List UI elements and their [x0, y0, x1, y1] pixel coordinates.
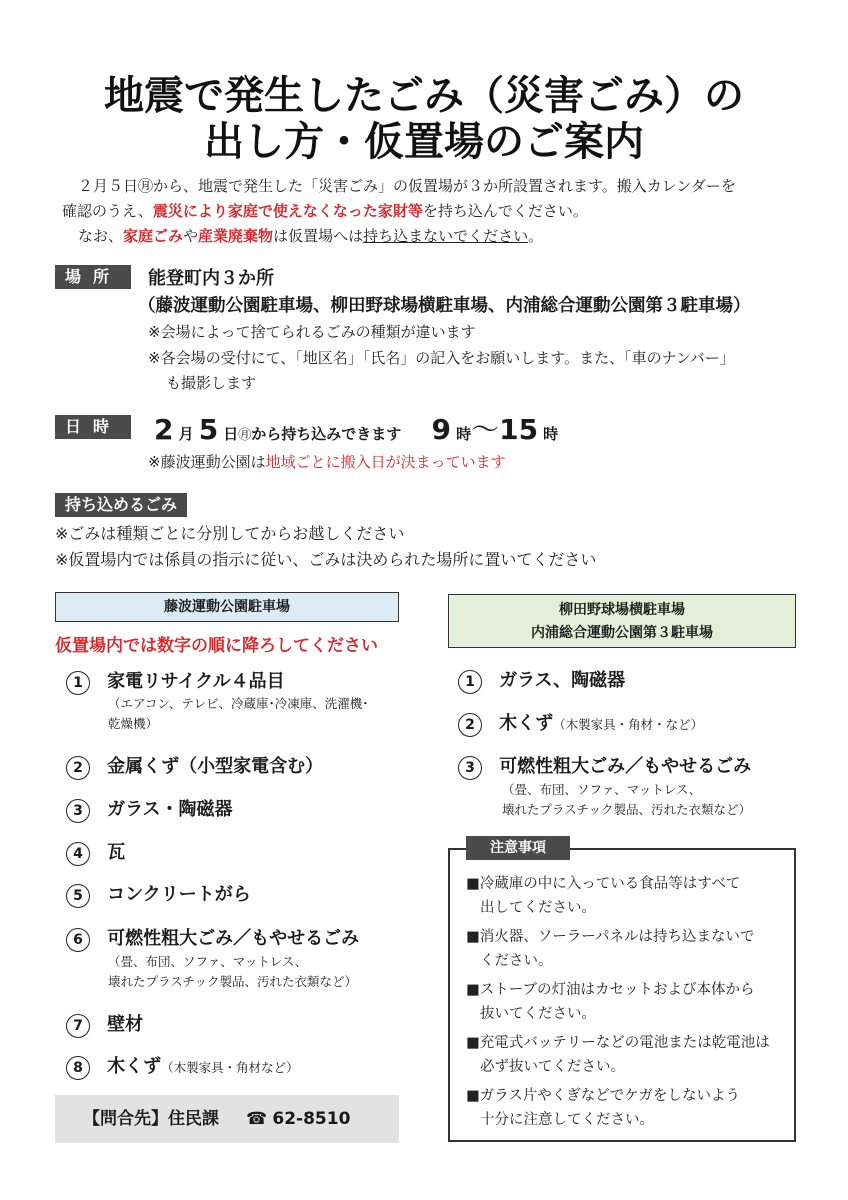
intro-highlight: 震災により家庭で使えなくなった家財等 — [152, 202, 423, 220]
number-circle: 2 — [458, 713, 482, 737]
schedule-hour-unit: 時 — [543, 425, 559, 443]
schedule-end-hour: 15 — [499, 413, 539, 446]
intro-line3 — [78, 225, 543, 247]
accepted-note1: ※ごみは種類ごとに分別してからお越しください — [55, 524, 405, 543]
item-sub: 壊れたプラスチック製品、汚れた衣類など） — [502, 802, 752, 817]
intro-highlight: 産業廃棄物 — [198, 227, 274, 245]
item-inline-note: （木製家具・角材など） — [161, 1060, 299, 1075]
number-circle: 5 — [66, 884, 90, 908]
item-label: 家電リサイクル４品目 — [107, 671, 285, 692]
right-site-name-line2: 内浦総合運動公園第３駐車場 — [531, 625, 713, 641]
item-label: ガラス、陶磁器 — [499, 670, 626, 691]
left-item-3 — [66, 795, 233, 823]
schedule-label: 日時 — [55, 415, 131, 439]
item-label: ガラス・陶磁器 — [107, 799, 233, 820]
right-site-name — [448, 594, 796, 648]
left-item-5 — [66, 880, 251, 908]
intro-line1: ２月５日㊊から、地震で発生した「災害ごみ」の仮置場が３か所設置されます。搬入カレンダーを — [78, 177, 736, 195]
schedule-date — [154, 408, 558, 448]
caution-item-line1: ■充電式バッテリーなどの電池または乾電池は — [466, 1035, 770, 1051]
intro-underlined: 持ち込まないでください — [363, 227, 529, 245]
accepted-note2: ※仮置場内では係員の指示に従い、ごみは決められた場所に置いてください — [55, 550, 597, 569]
place-heading: 能登町内３か所 — [148, 268, 274, 289]
item-label: コンクリートがら — [107, 884, 251, 905]
intro-text: なお、 — [78, 227, 124, 245]
right-site-name-line1: 柳田野球場横駐車場 — [559, 602, 685, 618]
page-title-line1: 地震で発生したごみ（災害ごみ）の — [104, 73, 744, 119]
item-inline-note: （木製家具・角材・など） — [553, 717, 704, 732]
item-label: 木くず — [107, 1056, 162, 1077]
number-circle: 7 — [66, 1014, 90, 1038]
schedule-day: 5 — [198, 413, 219, 446]
number-circle: 1 — [66, 671, 90, 695]
intro-text: 確認のうえ、 — [62, 202, 153, 220]
schedule-hour-unit: 時 — [456, 425, 472, 443]
caution-item-line2: 必ず抜いてください。 — [480, 1059, 625, 1075]
item-sub: 乾燥機） — [108, 716, 159, 731]
intro-line2 — [62, 200, 588, 222]
schedule-day-unit: 日 — [223, 425, 239, 443]
place-note2: ※各会場の受付にて、「地区名」「氏名」の記入をお願いします。また、「車のナンバー」 — [148, 349, 735, 367]
number-circle: 4 — [66, 842, 90, 866]
caution-title: 注意事項 — [466, 836, 570, 860]
intro-highlight: 家庭ごみ — [123, 227, 184, 245]
contact-phone: 62-8510 — [272, 1109, 351, 1129]
schedule-note — [148, 451, 506, 473]
schedule-tilde: ～ — [471, 413, 500, 446]
schedule-start-hour: 9 — [431, 413, 451, 446]
schedule-text: から持ち込みできます — [251, 425, 402, 443]
caution-item-line1: ■消火器、ソーラーパネルは持ち込まないで — [466, 929, 755, 945]
item-label: 金属くず（小型家電含む） — [107, 756, 324, 777]
caution-item-line2: 抜いてください。 — [480, 1006, 596, 1022]
item-label: 木くず — [499, 713, 554, 734]
item-sub: 壊れたプラスチック製品、汚れた衣類など） — [108, 974, 358, 989]
accepted-label: 持ち込めるごみ — [55, 493, 187, 517]
item-sub: （畳、布団、ソファ、マットレス、 — [502, 782, 702, 797]
telephone-icon: ☎ — [246, 1109, 268, 1129]
left-item-6 — [66, 924, 359, 952]
intro-text: は仮置場へは — [273, 227, 364, 245]
caution-item-line2: 出してください。 — [480, 900, 596, 916]
item-sub: （畳、布団、ソファ、マットレス、 — [108, 954, 308, 969]
number-circle: 2 — [66, 756, 90, 780]
number-circle: 3 — [66, 799, 90, 823]
caution-item-line1: ■ガラス片やくぎなどでケガをしないよう — [466, 1088, 740, 1104]
number-circle: 1 — [458, 670, 482, 694]
intro-text: や — [183, 227, 199, 245]
contact-label: 【問合先】住民課 — [83, 1109, 219, 1129]
caution-item-line2: 十分に注意してください。 — [480, 1112, 654, 1128]
place-note3: も撮影します — [166, 374, 257, 392]
item-label: 可燃性粗大ごみ／もやせるごみ — [107, 928, 360, 949]
item-sub: （エアコン、テレビ、冷蔵庫･冷凍庫、洗濯機･ — [108, 696, 369, 711]
item-label: 可燃性粗大ごみ／もやせるごみ — [499, 756, 752, 777]
number-circle: 6 — [66, 928, 90, 952]
place-label: 場所 — [55, 265, 131, 289]
left-item-8 — [66, 1052, 299, 1080]
left-item-2 — [66, 752, 323, 780]
number-circle: 3 — [458, 756, 482, 780]
caution-item-line1: ■ストーブの灯油はカセットおよび本体から — [466, 982, 755, 998]
right-item-2 — [458, 709, 703, 737]
schedule-month-unit: 月 — [178, 425, 194, 443]
place-list: （藤波運動公園駐車場、柳田野球場横駐車場、内浦総合運動公園第３駐車場） — [138, 296, 751, 316]
schedule-note-highlight: 地域ごとに搬入日が決まっています — [265, 453, 506, 471]
right-item-3 — [458, 752, 751, 780]
schedule-month: 2 — [154, 413, 174, 446]
caution-item-line1: ■冷蔵庫の中に入っている食品等はすべて — [466, 876, 741, 892]
item-label: 壁材 — [107, 1014, 144, 1035]
schedule-note-text: ※藤波運動公園は — [148, 453, 266, 471]
left-site-instruction: 仮置場内では数字の順に降ろしてください — [55, 636, 378, 656]
left-site-name: 藤波運動公園駐車場 — [55, 592, 399, 622]
right-item-1 — [458, 666, 625, 694]
contact-box — [55, 1095, 399, 1143]
schedule-weekday: ㊊ — [238, 428, 252, 443]
left-item-4 — [66, 838, 125, 866]
caution-item-line2: ください。 — [480, 953, 553, 969]
left-item-7 — [66, 1010, 143, 1038]
item-label: 瓦 — [107, 842, 126, 863]
intro-text: を持ち込んでください。 — [422, 202, 588, 220]
place-note1: ※会場によって捨てられるごみの種類が違います — [148, 323, 476, 341]
page-title-line2: 出し方・仮置場のご案内 — [204, 119, 644, 165]
number-circle: 8 — [66, 1056, 90, 1080]
left-item-1 — [66, 667, 285, 695]
intro-text: 。 — [528, 227, 544, 245]
